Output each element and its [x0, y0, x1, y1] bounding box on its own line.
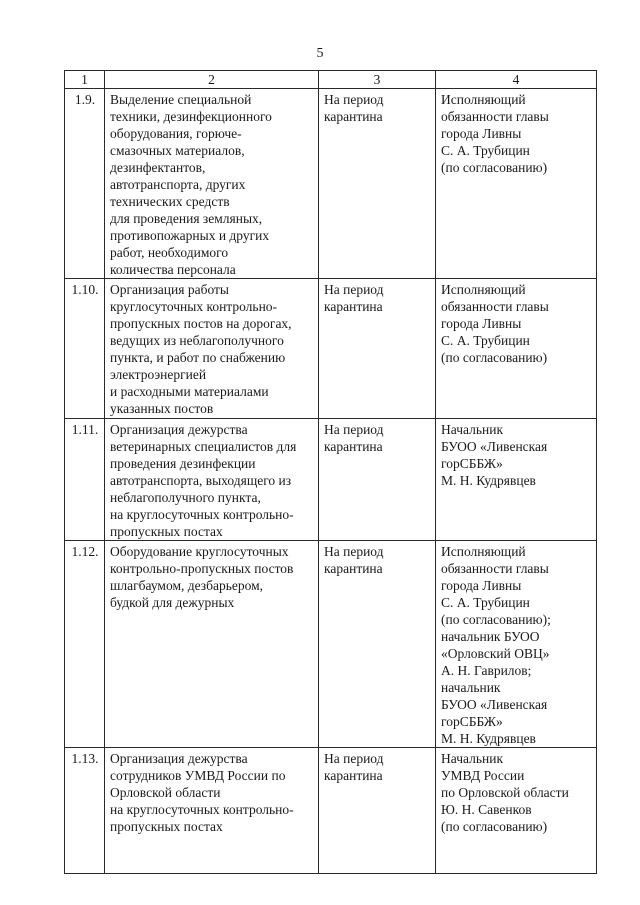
text-line: ветеринарных специалистов для: [110, 439, 297, 454]
text-line: Выделение специальной: [110, 92, 252, 107]
row-number: 1.11.: [65, 419, 105, 541]
text-line: карантина: [324, 299, 383, 314]
text-line: города Ливны: [441, 578, 522, 593]
measure-responsible: [436, 748, 597, 874]
measures-table: [64, 70, 597, 874]
text-line: Исполняющий: [441, 544, 526, 559]
row-number: 1.9.: [65, 89, 105, 279]
measure-description: [105, 541, 319, 748]
page-number: 5: [316, 46, 324, 61]
text-line: (по согласованию): [441, 350, 548, 365]
text-line: технических средств: [110, 194, 230, 209]
text-line: автотранспорта, выходящего из: [110, 473, 292, 488]
measure-term: [319, 748, 436, 874]
text-line: обязанности главы: [441, 561, 549, 576]
text-line: Исполняющий: [441, 282, 526, 297]
text-line: количества персонала: [110, 262, 236, 277]
text-line: На период: [324, 92, 384, 107]
text-line: города Ливны: [441, 126, 522, 141]
measure-responsible: [436, 541, 597, 748]
text-line: ведущих из неблагополучного: [110, 333, 284, 348]
text-line: (по согласованию): [441, 160, 548, 175]
text-line: Начальник: [441, 422, 504, 437]
text-line: пункта, и работ по снабжению: [110, 350, 286, 365]
header-col-4: 4: [436, 71, 597, 89]
text-line: «Орловский ОВЦ»: [441, 646, 550, 661]
header-col-3: 3: [319, 71, 436, 89]
text-line: проведения дезинфекции: [110, 456, 256, 471]
measure-description: [105, 279, 319, 419]
text-line: будкой для дежурных: [110, 595, 235, 610]
text-line: смазочных материалов,: [110, 143, 245, 158]
text-line: карантина: [324, 109, 383, 124]
text-line: М. Н. Кудрявцев: [441, 731, 536, 746]
text-line: Организация работы: [110, 282, 229, 297]
text-line: Организация дежурства: [110, 422, 248, 437]
text-line: На период: [324, 751, 384, 766]
text-line: автотранспорта, других: [110, 177, 246, 192]
measure-responsible: [436, 279, 597, 419]
header-row: [65, 71, 597, 89]
text-line: Ю. Н. Савенков: [441, 802, 532, 817]
row-number: 1.10.: [65, 279, 105, 419]
text-line: (по согласованию): [441, 819, 548, 834]
text-line: С. А. Трубицин: [441, 595, 530, 610]
text-line: дезинфектантов,: [110, 160, 206, 175]
text-line: электроэнергией: [110, 367, 207, 382]
text-line: На период: [324, 282, 384, 297]
table-row: [65, 89, 597, 279]
measure-responsible: [436, 89, 597, 279]
text-line: оборудования, горюче-: [110, 126, 242, 141]
header-col-1: 1: [65, 71, 105, 89]
text-line: техники, дезинфекционного: [110, 109, 272, 124]
text-line: С. А. Трубицин: [441, 143, 530, 158]
text-line: шлагбаумом, дезбарьером,: [110, 578, 264, 593]
text-line: обязанности главы: [441, 109, 549, 124]
text-line: контрольно-пропускных постов: [110, 561, 294, 576]
text-line: горСББЖ»: [441, 456, 503, 471]
text-line: М. Н. Кудрявцев: [441, 473, 536, 488]
text-line: обязанности главы: [441, 299, 549, 314]
table-row: [65, 748, 597, 874]
text-line: работ, необходимого: [110, 245, 229, 260]
table-row: [65, 419, 597, 541]
text-line: УМВД России: [441, 768, 525, 783]
text-line: Организация дежурства: [110, 751, 248, 766]
measure-term: [319, 89, 436, 279]
text-line: карантина: [324, 768, 383, 783]
header-col-2: 2: [105, 71, 319, 89]
row-number: 1.12.: [65, 541, 105, 748]
text-line: (по согласованию);: [441, 612, 551, 627]
table-row: [65, 279, 597, 419]
text-line: для проведения земляных,: [110, 211, 263, 226]
text-line: пропускных постов на дорогах,: [110, 316, 292, 331]
text-line: Начальник: [441, 751, 504, 766]
text-line: карантина: [324, 561, 383, 576]
measure-term: [319, 541, 436, 748]
text-line: пропускных постах: [110, 819, 223, 834]
text-line: по Орловской области: [441, 785, 569, 800]
text-line: города Ливны: [441, 316, 522, 331]
text-line: начальник: [441, 680, 501, 695]
measure-description: [105, 89, 319, 279]
text-line: На период: [324, 422, 384, 437]
text-line: С. А. Трубицин: [441, 333, 530, 348]
text-line: Оборудование круглосуточных: [110, 544, 289, 559]
text-line: А. Н. Гаврилов;: [441, 663, 532, 678]
text-line: неблагополучного пункта,: [110, 490, 261, 505]
measure-responsible: [436, 419, 597, 541]
text-line: Исполняющий: [441, 92, 526, 107]
measure-term: [319, 419, 436, 541]
row-number: 1.13.: [65, 748, 105, 874]
text-line: на круглосуточных контрольно-: [110, 507, 294, 522]
text-line: начальник БУОО: [441, 629, 540, 644]
text-line: круглосуточных контрольно-: [110, 299, 278, 314]
text-line: карантина: [324, 439, 383, 454]
text-line: горСББЖ»: [441, 714, 503, 729]
measure-description: [105, 419, 319, 541]
measure-term: [319, 279, 436, 419]
text-line: На период: [324, 544, 384, 559]
text-line: противопожарных и других: [110, 228, 270, 243]
measure-description: [105, 748, 319, 874]
text-line: и расходными материалами: [110, 384, 269, 399]
table-row: [65, 541, 597, 748]
text-line: БУОО «Ливенская: [441, 697, 548, 712]
text-line: на круглосуточных контрольно-: [110, 802, 294, 817]
text-line: сотрудников УМВД России по: [110, 768, 286, 783]
text-line: пропускных постах: [110, 524, 223, 539]
text-line: указанных постов: [110, 401, 214, 416]
text-line: БУОО «Ливенская: [441, 439, 548, 454]
text-line: Орловской области: [110, 785, 221, 800]
